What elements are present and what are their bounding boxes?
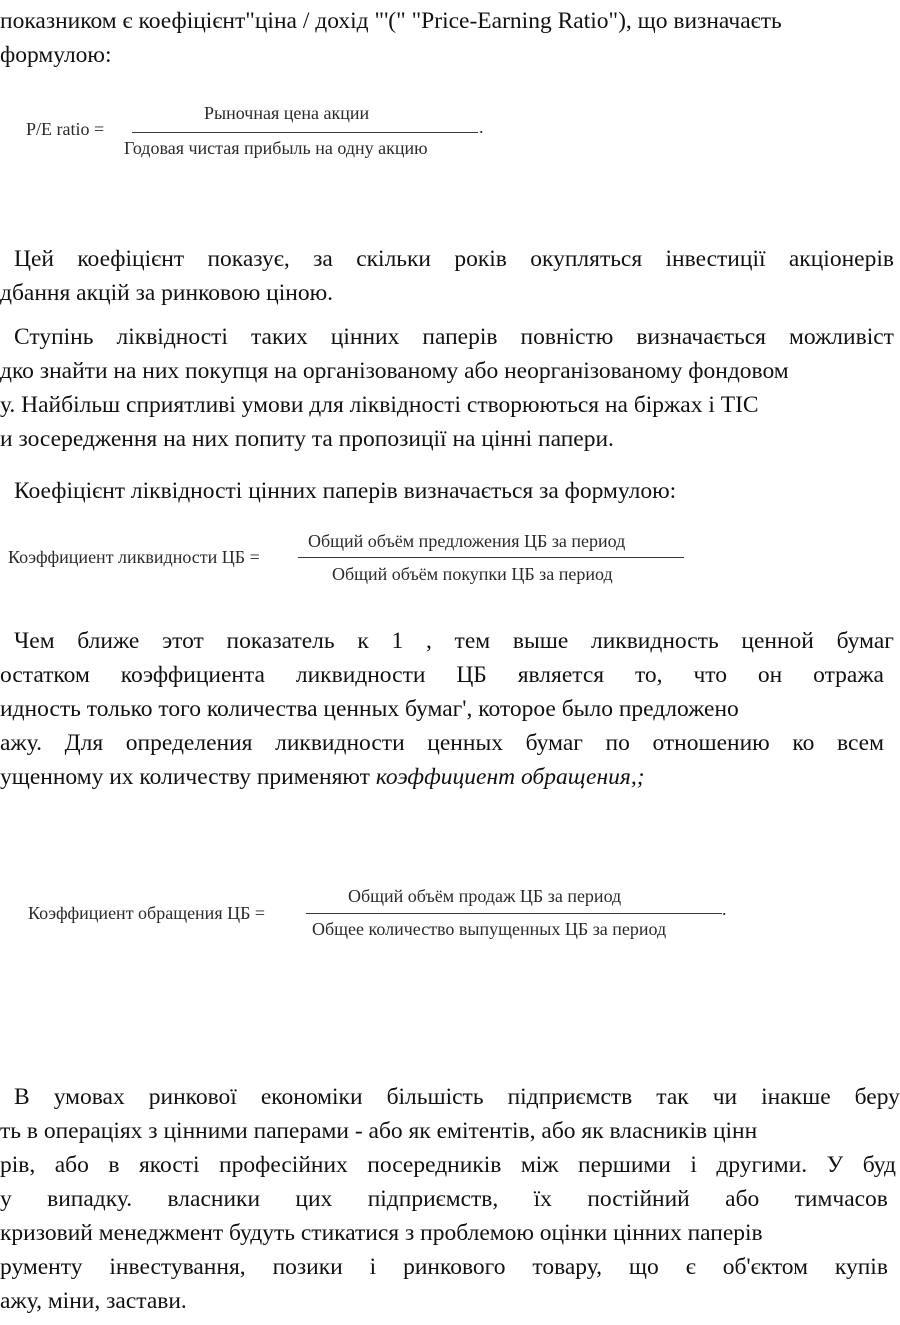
russian-word: определения — [125, 730, 253, 756]
russian-line-3: идность только того количества ценных бумаг', которое было предложено — [0, 696, 739, 722]
turnover-formula-denominator: Общее количество выпущенных ЦБ за период — [312, 919, 667, 939]
intro-line-2: формулою: — [0, 42, 112, 68]
market-word: рументу — [0, 1254, 83, 1280]
market-word: беру — [854, 1084, 900, 1110]
market-word: і — [690, 1152, 697, 1178]
market-word: або — [725, 1186, 760, 1212]
russian-word: по — [605, 730, 630, 756]
turnover-formula-numerator: Общий объём продаж ЦБ за период — [348, 886, 622, 906]
market-line-1 — [14, 1082, 900, 1112]
payback-word: Цей — [14, 246, 54, 272]
market-word: є — [685, 1254, 696, 1280]
liquidity-word: можливіст — [789, 324, 894, 350]
pe-formula-lhs: P/E ratio = — [26, 119, 105, 139]
russian-word: Чем — [14, 628, 55, 654]
turnover-formula-lhs: Коэффициент обращения ЦБ = — [28, 903, 266, 923]
market-word: економіки — [260, 1084, 363, 1110]
russian-word: Для — [64, 730, 104, 756]
pe-formula-denominator: Годовая чистая прибыль на одну акцию — [124, 138, 428, 158]
russian-word: бумаг — [525, 730, 583, 756]
russian-word: что — [693, 662, 727, 688]
market-line-4 — [0, 1184, 888, 1214]
payback-word: років — [454, 246, 507, 272]
liquidity-word: таких — [250, 324, 308, 350]
russian-word: ликвидность — [590, 628, 719, 654]
payback-word: окупляться — [530, 246, 643, 272]
market-word: У — [826, 1152, 844, 1178]
liquidity-formula-numerator: Общий объём предложения ЦБ за период — [308, 531, 626, 551]
russian-word: ликвидности — [295, 662, 426, 688]
russian-word: ЦБ — [456, 662, 487, 688]
market-line-6 — [0, 1252, 888, 1282]
liquidity-word: паперів — [422, 324, 498, 350]
russian-word: всем — [836, 730, 884, 756]
market-word: випадку. — [47, 1186, 133, 1212]
russian-word: тем — [454, 628, 491, 654]
market-word: умовах — [53, 1084, 125, 1110]
market-line-5: кризовий менеджмент будуть стикатися з проблемою оцінки цінних паперів — [0, 1220, 763, 1246]
market-word: інвестування, — [109, 1254, 246, 1280]
market-word: ринкової — [148, 1084, 237, 1110]
turnover-formula-end: . — [722, 899, 727, 919]
market-word: рів, — [0, 1152, 36, 1178]
russian-word: ценных — [427, 730, 503, 756]
market-word: об'єктом — [722, 1254, 808, 1280]
russian-word: коэффициента — [120, 662, 265, 688]
liquidity-word: Ступінь — [14, 324, 94, 350]
market-line-7: ажу, міни, застави. — [0, 1288, 187, 1314]
liquidity-word: визначається — [636, 324, 766, 350]
market-word: посередників — [367, 1152, 502, 1178]
market-word: першими — [578, 1152, 671, 1178]
russian-word: бумаг — [836, 628, 894, 654]
market-word: цих — [295, 1186, 333, 1212]
market-word: позики — [272, 1254, 343, 1280]
market-word: між — [520, 1152, 559, 1178]
russian-word: ценной — [741, 628, 814, 654]
market-word: що — [628, 1254, 659, 1280]
payback-word: акціонерів — [788, 246, 894, 272]
market-word: підприємств, — [367, 1186, 499, 1212]
pe-formula-end: . — [479, 117, 484, 137]
payback-word: показує, — [207, 246, 290, 272]
russian-word: 1 — [391, 628, 404, 654]
payback-word: за — [313, 246, 333, 272]
payback-word: коефіцієнт — [77, 246, 185, 272]
russian-word: , — [425, 628, 432, 654]
market-word: їх — [533, 1186, 552, 1212]
market-word: інакше — [761, 1084, 831, 1110]
market-word: в — [108, 1152, 120, 1178]
market-word: професійних — [219, 1152, 348, 1178]
payback-line-2: дбання акцій за ринковою ціною. — [0, 280, 334, 306]
market-word: або — [54, 1152, 89, 1178]
market-word: якості — [138, 1152, 200, 1178]
liquidity-formula-denominator: Общий объём покупки ЦБ за период — [332, 564, 613, 584]
liquidity-formula-lhs: Коэффициент ликвидности ЦБ = — [8, 547, 260, 567]
russian-word: является — [517, 662, 605, 688]
liquidity-word: повністю — [520, 324, 614, 350]
russian-word: этот — [162, 628, 204, 654]
russian-word: ликвидности — [275, 730, 405, 756]
russian-word: ближе — [77, 628, 140, 654]
liquidity-word: ліквідності — [116, 324, 228, 350]
russian-word: остатком — [0, 662, 90, 688]
market-word: ринкового — [403, 1254, 506, 1280]
russian-word: к — [357, 628, 369, 654]
market-word: і — [369, 1254, 377, 1280]
turnover-formula-fraction-bar — [306, 913, 722, 914]
market-word: буд — [862, 1152, 896, 1178]
market-word: купів — [834, 1254, 888, 1280]
russian-word: показатель — [226, 628, 335, 654]
russian-word: он — [757, 662, 783, 688]
russian-word: отража — [813, 662, 884, 688]
liquidity-line-3: у. Найбільш сприятливі умови для ліквідності створюються на біржах і ТІС — [0, 392, 759, 418]
russian-word: ко — [792, 730, 815, 756]
market-word: другими. — [716, 1152, 808, 1178]
market-word: тимчасов — [794, 1186, 888, 1212]
intro-line-1: показником є коефіцієнт"ціна / дохід "'(" "Price-Earning Ratio"), що визначаєть — [0, 8, 782, 34]
market-word: товару, — [532, 1254, 603, 1280]
russian-word: ажу. — [0, 730, 42, 756]
russian-word: выше — [512, 628, 569, 654]
liquidity-line-2: дко знайти на них покупця на організованому або неорганізованому фондовом — [0, 358, 789, 384]
liquidity-line-4: и зосередження на них попиту та пропозиції на цінні папери. — [0, 426, 614, 452]
market-line-3 — [0, 1150, 896, 1180]
market-word: В — [14, 1084, 30, 1110]
liquidity-word: цінних — [330, 324, 400, 350]
russian-line-5-text: ущенному их количеству применяют — [0, 764, 376, 790]
market-word: підприємств — [507, 1084, 633, 1110]
market-word: більшість — [386, 1084, 484, 1110]
liquidity-formula-intro: Коефіцієнт ліквідності цінних паперів визначається за формулою: — [14, 478, 677, 504]
market-word: так — [656, 1084, 689, 1110]
market-word: у — [0, 1186, 12, 1212]
payback-word: скільки — [356, 246, 432, 272]
pe-formula-numerator: Рыночная цена акции — [204, 103, 370, 123]
market-word: постійний — [587, 1186, 690, 1212]
russian-word: то, — [634, 662, 663, 688]
russian-word: отношению — [652, 730, 770, 756]
market-word: власники — [167, 1186, 261, 1212]
market-word: чи — [712, 1084, 738, 1110]
payback-word: інвестиції — [665, 246, 766, 272]
turnover-coefficient-term: коэффициент обращения,; — [375, 764, 645, 790]
market-line-2: ть в операціях з цінними паперами - або як емітентів, або як власників цінн — [0, 1118, 758, 1144]
